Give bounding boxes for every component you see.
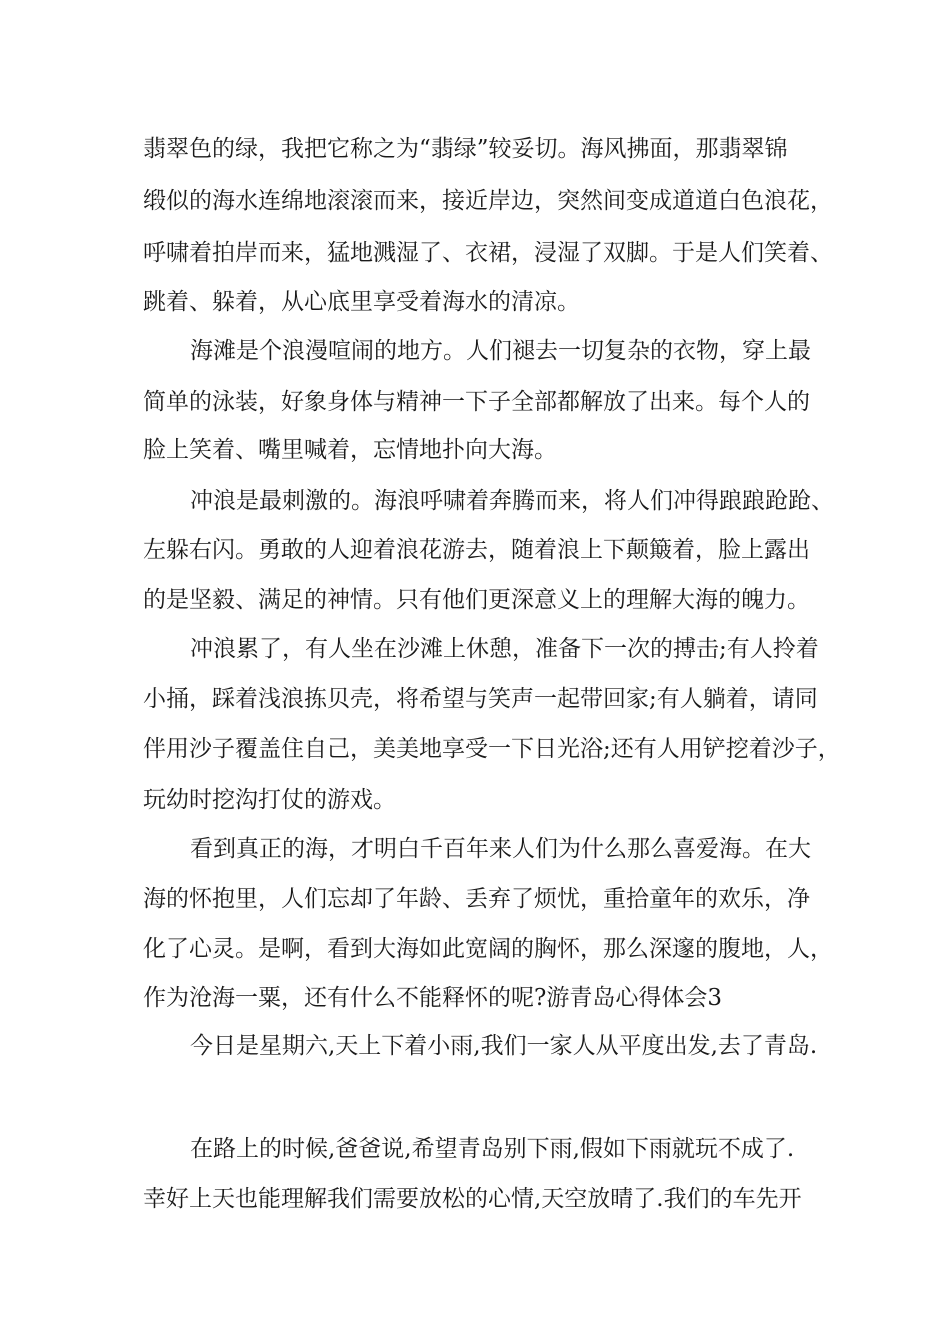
paragraph-first-line: 今日是星期六,天上下着小雨,我们一家人从平度出发,去了青岛. xyxy=(190,1033,818,1059)
text-line: 作为沧海一粟，还有什么不能释怀的呢?游青岛心得体会3 xyxy=(143,985,722,1011)
text-line: 脸上笑着、嘴里喊着，忘情地扑向大海。 xyxy=(143,437,557,463)
text-line: 的是坚毅、满足的神情。只有他们更深意义上的理解大海的魄力。 xyxy=(143,587,810,613)
paragraph-first-line: 在路上的时候,爸爸说,希望青岛别下雨,假如下雨就玩不成了. xyxy=(190,1136,795,1162)
text-line: 呼啸着拍岸而来，猛地溅湿了、衣裙，浸湿了双脚。于是人们笑着、 xyxy=(143,240,833,266)
text-line: 玩幼时挖沟打仗的游戏。 xyxy=(143,787,396,813)
text-line: 伴用沙子覆盖住自己，美美地享受一下日光浴;还有人用铲挖着沙子， xyxy=(143,736,841,762)
text-line: 翡翠色的绿，我把它称之为“翡绿”较妥切。海风拂面，那翡翠锦 xyxy=(143,136,788,162)
paragraph-first-line: 冲浪累了，有人坐在沙滩上休憩，准备下一次的搏击;有人拎着 xyxy=(190,636,819,662)
paragraph-first-line: 冲浪是最刺激的。海浪呼啸着奔腾而来，将人们冲得踉踉跄跄、 xyxy=(190,488,834,514)
text-line: 缎似的海水连绵地滚滚而来，接近岸边，突然间变成道道白色浪花， xyxy=(143,188,833,214)
paragraph-first-line: 海滩是个浪漫喧闹的地方。人们褪去一切复杂的衣物，穿上最 xyxy=(190,338,811,364)
paragraph-first-line: 看到真正的海，才明白千百年来人们为什么那么喜爱海。在大 xyxy=(190,836,811,862)
text-line: 海的怀抱里，人们忘却了年龄、丢弃了烦忧，重拾童年的欢乐，净 xyxy=(143,886,810,912)
text-line: 简单的泳装，好象身体与精神一下子全部都解放了出来。每个人的 xyxy=(143,389,810,415)
text-line: 幸好上天也能理解我们需要放松的心情,天空放晴了.我们的车先开 xyxy=(143,1186,802,1212)
text-line: 化了心灵。是啊，看到大海如此宽阔的胸怀，那么深邃的腹地，人， xyxy=(143,936,833,962)
text-line: 左躲右闪。勇敢的人迎着浪花游去，随着浪上下颠簸着，脸上露出 xyxy=(143,537,810,563)
text-line: 跳着、躲着，从心底里享受着海水的清凉。 xyxy=(143,289,580,315)
text-line: 小捅，踩着浅浪拣贝壳，将希望与笑声一起带回家;有人躺着，请同 xyxy=(143,686,818,712)
